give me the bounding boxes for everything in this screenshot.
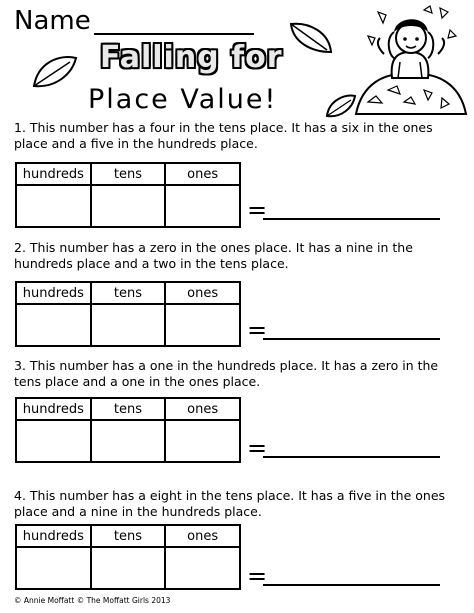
- header-ones: ones: [165, 282, 240, 304]
- equals-sign: =: [247, 316, 268, 344]
- worksheet-title: Falling for: [100, 40, 283, 75]
- question-2-text: 2. This number has a zero in the ones place. It has a nine in the hundreds place and a two in the tens place.: [14, 240, 413, 271]
- name-line[interactable]: [94, 33, 254, 35]
- answer-line-1[interactable]: [263, 218, 440, 220]
- hundreds-answer-cell[interactable]: [16, 185, 91, 227]
- equals-sign: =: [247, 562, 268, 590]
- hundreds-answer-cell[interactable]: [16, 547, 91, 589]
- header-ones: ones: [165, 163, 240, 185]
- equals-sign: =: [247, 196, 268, 224]
- worksheet-subtitle: Place Value!: [88, 84, 278, 115]
- header-tens: tens: [91, 398, 166, 420]
- ones-answer-cell[interactable]: [165, 420, 240, 462]
- question-4-text: 4. This number has a eight in the tens place. It has a five in the ones place and a nine in the hundreds place.: [14, 488, 446, 519]
- equals-sign: =: [247, 434, 268, 462]
- place-value-table-2: [15, 281, 241, 347]
- header-hundreds: hundreds: [16, 282, 91, 304]
- header-hundreds: hundreds: [16, 398, 91, 420]
- question-3-text: 3. This number has a one in the hundreds place. It has a zero in the tens place and a one in the ones place.: [14, 358, 439, 389]
- header-hundreds: hundreds: [16, 525, 91, 547]
- question-1-text: 1. This number has a four in the tens place. It has a six in the ones place and a five in the hundreds place.: [14, 120, 433, 151]
- leaf-icon: [30, 52, 80, 92]
- ones-answer-cell[interactable]: [165, 304, 240, 346]
- place-value-table-3: [15, 397, 241, 463]
- answer-line-2[interactable]: [263, 338, 440, 340]
- header-hundreds: hundreds: [16, 163, 91, 185]
- tens-answer-cell[interactable]: [91, 185, 166, 227]
- header-ones: ones: [165, 398, 240, 420]
- header-tens: tens: [91, 163, 166, 185]
- tens-answer-cell[interactable]: [91, 547, 166, 589]
- header-tens: tens: [91, 525, 166, 547]
- answer-line-4[interactable]: [263, 584, 440, 586]
- ones-answer-cell[interactable]: [165, 185, 240, 227]
- header-ones: ones: [165, 525, 240, 547]
- copyright-footer: © Annie Moffatt © The Moffatt Girls 2013: [14, 596, 171, 605]
- tens-answer-cell[interactable]: [91, 304, 166, 346]
- hundreds-answer-cell[interactable]: [16, 304, 91, 346]
- header-tens: tens: [91, 282, 166, 304]
- place-value-table-4: [15, 524, 241, 590]
- place-value-table-1: [15, 162, 241, 228]
- leaf-icon: [285, 18, 335, 58]
- name-label: Name: [14, 6, 91, 36]
- tens-answer-cell[interactable]: [91, 420, 166, 462]
- hundreds-answer-cell[interactable]: [16, 420, 91, 462]
- answer-line-3[interactable]: [263, 456, 440, 458]
- child-in-leaves-illustration: [354, 2, 468, 120]
- ones-answer-cell[interactable]: [165, 547, 240, 589]
